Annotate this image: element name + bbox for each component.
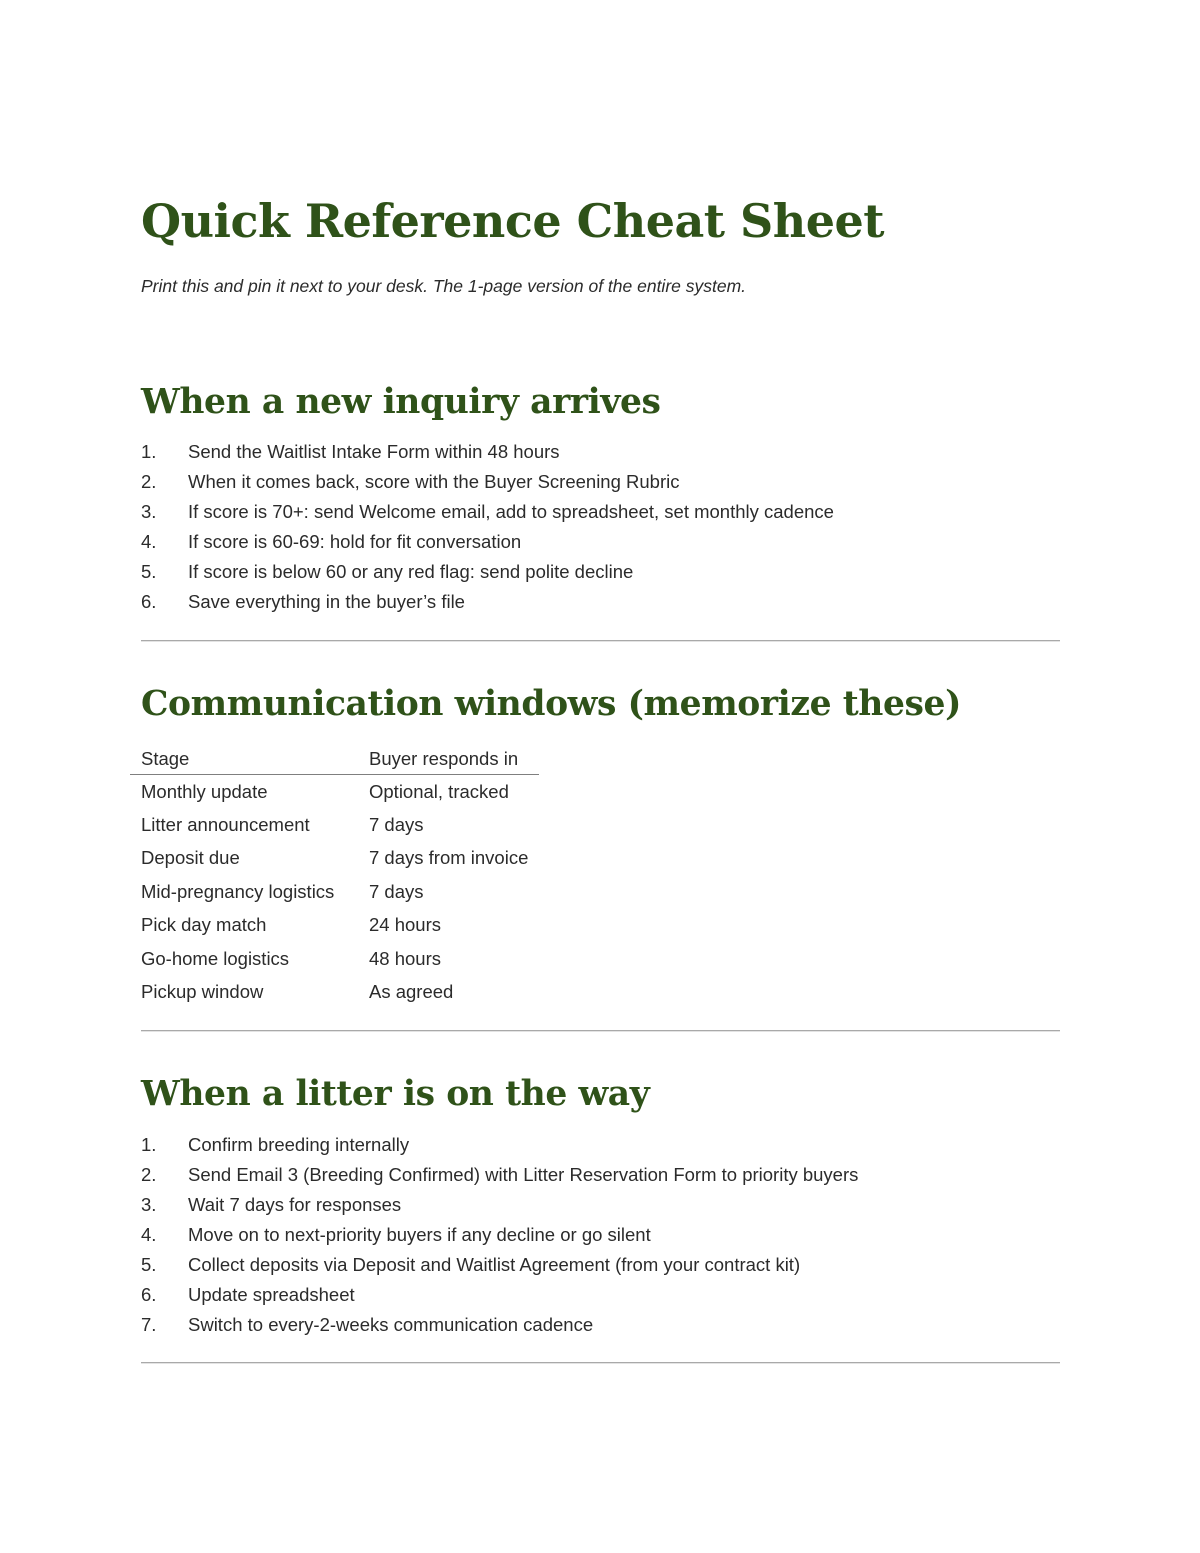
stage-cell: Monthly update — [141, 780, 268, 802]
table-row — [130, 875, 539, 908]
step-text: Save everything in the buyer’s file — [188, 591, 465, 612]
column-header-responds: Buyer responds in — [358, 743, 539, 775]
section-heading-inquiry: When a new inquiry arrives — [141, 382, 661, 422]
response-cell: 7 days from invoice — [369, 847, 529, 869]
section-divider — [141, 1030, 1060, 1032]
step-text: Send Email 3 (Breeding Confirmed) with Litter Reservation Form to priority buyers — [188, 1164, 859, 1185]
page-title: Quick Reference Cheat Sheet — [141, 194, 885, 248]
response-cell: 48 hours — [369, 947, 441, 969]
table-row — [130, 909, 539, 942]
column-header-stage: Stage — [130, 743, 358, 775]
step-text: Switch to every-2-weeks communication cadence — [188, 1314, 594, 1335]
step-number: 6. — [141, 591, 157, 612]
step-text: If score is 60-69: hold for fit conversation — [188, 531, 522, 552]
response-cell: Optional, tracked — [369, 780, 509, 802]
step-number: 6. — [141, 1284, 157, 1305]
step-number: 5. — [141, 1254, 157, 1275]
table-row — [130, 942, 539, 975]
table-row — [130, 775, 539, 809]
response-cell: 7 days — [369, 814, 424, 836]
step-text: When it comes back, score with the Buyer Screening Rubric — [188, 471, 680, 492]
step-text: Update spreadsheet — [188, 1284, 355, 1305]
step-number: 2. — [141, 471, 157, 492]
section-heading-windows: Communication windows (memorize these) — [141, 684, 962, 724]
step-number: 4. — [141, 531, 157, 552]
step-number: 3. — [141, 1194, 157, 1215]
section-heading-litter: When a litter is on the way — [141, 1074, 650, 1114]
table-row — [130, 842, 539, 875]
step-number: 4. — [141, 1224, 157, 1245]
step-text: Wait 7 days for responses — [188, 1194, 402, 1215]
step-text: Send the Waitlist Intake Form within 48 hours — [188, 441, 560, 462]
stage-cell: Go-home logistics — [141, 947, 290, 969]
section-divider — [141, 1362, 1060, 1364]
step-number: 5. — [141, 561, 157, 582]
page-subtitle: Print this and pin it next to your desk. The 1-page version of the entire system. — [141, 276, 747, 296]
step-number: 1. — [141, 441, 157, 462]
step-number: 7. — [141, 1314, 157, 1335]
step-number: 1. — [141, 1134, 157, 1155]
stage-cell: Litter announcement — [141, 814, 310, 836]
section-divider — [141, 640, 1060, 642]
table-row — [130, 808, 539, 841]
communication-windows-table — [130, 743, 539, 1009]
stage-cell: Pickup window — [141, 981, 264, 1003]
step-number: 3. — [141, 501, 157, 522]
step-text: Move on to next-priority buyers if any decline or go silent — [188, 1224, 651, 1245]
table-row — [130, 975, 539, 1008]
stage-cell: Pick day match — [141, 914, 267, 936]
step-text: If score is below 60 or any red flag: send polite decline — [188, 561, 634, 582]
step-text: Confirm breeding internally — [188, 1134, 410, 1155]
stage-cell: Mid-pregnancy logistics — [141, 880, 335, 902]
step-number: 2. — [141, 1164, 157, 1185]
step-text: If score is 70+: send Welcome email, add to spreadsheet, set monthly cadence — [188, 501, 834, 522]
response-cell: 7 days — [369, 880, 424, 902]
response-cell: 24 hours — [369, 914, 441, 936]
table-header-row — [130, 743, 539, 775]
step-text: Collect deposits via Deposit and Waitlist Agreement (from your contract kit) — [188, 1254, 801, 1275]
stage-cell: Deposit due — [141, 847, 240, 869]
response-cell: As agreed — [369, 981, 454, 1003]
